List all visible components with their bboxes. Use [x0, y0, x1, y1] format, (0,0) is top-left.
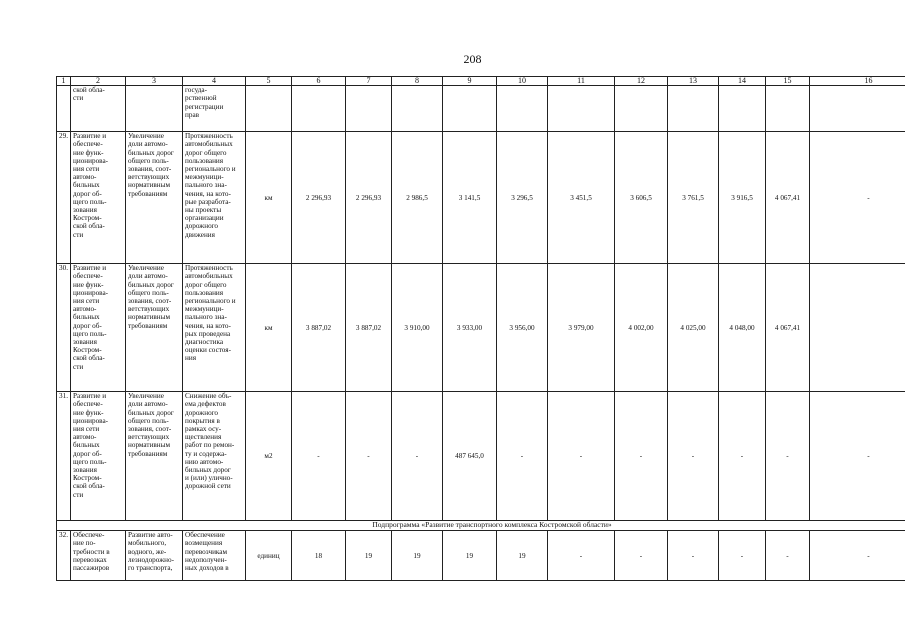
value-cell: - [810, 392, 905, 521]
value-cell: - [766, 392, 810, 521]
header-cell: 12 [615, 77, 668, 86]
header-cell: 7 [346, 77, 392, 86]
value-cell: 3 887,02 [346, 264, 392, 392]
table-row [57, 264, 905, 392]
goal-cell: ской обла- сти [71, 86, 126, 132]
value-cell: - [615, 531, 668, 581]
value-cell: 19 [497, 531, 548, 581]
value-cell: - [766, 531, 810, 581]
value-cell: 3 887,02 [292, 264, 346, 392]
value-cell: - [719, 392, 766, 521]
header-cell: 13 [668, 77, 719, 86]
task-cell: Увеличение доли автомо- бильных дорог общего поль- зования, соот- ветствующих нормативным требованиям [126, 132, 183, 264]
value-cell [766, 86, 810, 132]
indicator-cell: Обеспечение возмещения перевозчикам недополучен- ных доходов в [183, 531, 246, 581]
value-cell: 2 296,93 [292, 132, 346, 264]
indicators-table [56, 76, 905, 581]
value-cell: 2 296,93 [346, 132, 392, 264]
value-cell [443, 86, 497, 132]
value-cell: 3 910,00 [392, 264, 443, 392]
unit-cell: м2 [246, 392, 292, 521]
column-number-header-row [57, 77, 905, 86]
task-cell: Увеличение доли автомо- бильных дорог общего поль- зования, соот- ветствующих нормативным требованиям [126, 264, 183, 392]
goal-cell: Развитие и обеспече- ние функ- ционирова- ния сети автомо- бильных дорог об- щего поль- зования Костром- ской обла- сти [71, 264, 126, 392]
value-cell: 19 [392, 531, 443, 581]
value-cell: 3 956,00 [497, 264, 548, 392]
page-number: 208 [463, 52, 482, 66]
indicator-cell: госуда- рственной регистрации прав [183, 86, 246, 132]
value-cell [615, 86, 668, 132]
value-cell: 3 761,5 [668, 132, 719, 264]
value-cell: 4 002,00 [615, 264, 668, 392]
table-row [57, 132, 905, 264]
value-cell [810, 86, 905, 132]
subprogram-title: Подпрограмма «Развитие транспортного комплекса Костромской области» [57, 521, 905, 531]
header-cell: 5 [246, 77, 292, 86]
value-cell: 19 [443, 531, 497, 581]
value-cell [719, 86, 766, 132]
header-cell: 8 [392, 77, 443, 86]
header-cell: 6 [292, 77, 346, 86]
value-cell: 2 986,5 [392, 132, 443, 264]
value-cell [668, 86, 719, 132]
header-cell: 3 [126, 77, 183, 86]
goal-cell: Развитие и обеспече- ние функ- ционирова- ния сети автомо- бильных дорог об- щего поль- зования Костром- ской обла- сти [71, 132, 126, 264]
row-number-cell: 31. [57, 392, 71, 521]
value-cell: - [810, 531, 905, 581]
unit-cell [246, 86, 292, 132]
value-cell: 4 048,00 [719, 264, 766, 392]
value-cell: 19 [346, 531, 392, 581]
value-cell: 3 606,5 [615, 132, 668, 264]
value-cell: - [615, 392, 668, 521]
value-cell: 3 296,5 [497, 132, 548, 264]
header-cell: 2 [71, 77, 126, 86]
value-cell: - [292, 392, 346, 521]
value-cell: 487 645,0 [443, 392, 497, 521]
value-cell: - [668, 531, 719, 581]
value-cell [346, 86, 392, 132]
indicator-cell: Протяженность автомобильных дорог общего пользования регионального и межмуници- пального зна- чения, на кото- рые разработа- ны проекты организации дорожного движения [183, 132, 246, 264]
value-cell [392, 86, 443, 132]
value-cell [292, 86, 346, 132]
value-cell: 3 916,5 [719, 132, 766, 264]
header-cell: 10 [497, 77, 548, 86]
value-cell: 4 067,41 [766, 264, 810, 392]
table-body [57, 77, 905, 581]
value-cell [497, 86, 548, 132]
row-number-cell [57, 86, 71, 132]
value-cell: - [548, 392, 615, 521]
task-cell [126, 86, 183, 132]
table-row [57, 86, 905, 132]
value-cell: 4 025,00 [668, 264, 719, 392]
indicator-cell: Протяженность автомобильных дорог общего пользования регионального и межмуници- пального зна- чения, на кото- рых проведена диагностика оценки состоя- ния [183, 264, 246, 392]
task-cell: Развитие авто- мобильного, водного, же- лезнодорожно- го транспорта, [126, 531, 183, 581]
unit-cell: км [246, 264, 292, 392]
unit-cell: единиц [246, 531, 292, 581]
value-cell [810, 264, 905, 392]
task-cell: Увеличение доли автомо- бильных дорог общего поль- зования, соот- ветствующих нормативным требованиям [126, 392, 183, 521]
value-cell: - [346, 392, 392, 521]
row-number-cell: 30. [57, 264, 71, 392]
value-cell: - [548, 531, 615, 581]
value-cell: 3 933,00 [443, 264, 497, 392]
value-cell: - [668, 392, 719, 521]
header-cell: 11 [548, 77, 615, 86]
value-cell: 4 067,41 [766, 132, 810, 264]
value-cell: - [719, 531, 766, 581]
goal-cell: Обеспече- ние по- требности в перевозках пассажиров [71, 531, 126, 581]
header-cell: 15 [766, 77, 810, 86]
subprogram-row [57, 521, 905, 531]
value-cell: 18 [292, 531, 346, 581]
table-row [57, 392, 905, 521]
value-cell [548, 86, 615, 132]
header-cell: 16 [810, 77, 905, 86]
value-cell: - [497, 392, 548, 521]
header-cell: 9 [443, 77, 497, 86]
row-number-cell: 32. [57, 531, 71, 581]
table-row [57, 531, 905, 581]
header-cell: 4 [183, 77, 246, 86]
row-number-cell: 29. [57, 132, 71, 264]
value-cell: 3 141,5 [443, 132, 497, 264]
unit-cell: км [246, 132, 292, 264]
indicator-cell: Снижение объ- ема дефектов дорожного покрытия в рамках осу- ществления работ по ремон- ту и содержа- нию автомо- бильных дорог и (или) улично- дорожной сети [183, 392, 246, 521]
header-cell: 1 [57, 77, 71, 86]
value-cell: - [392, 392, 443, 521]
value-cell: 3 979,00 [548, 264, 615, 392]
value-cell: 3 451,5 [548, 132, 615, 264]
goal-cell: Развитие и обеспече- ние функ- ционирова- ния сети автомо- бильных дорог об- щего поль- зования Костром- ской обла- сти [71, 392, 126, 521]
value-cell: - [810, 132, 905, 264]
header-cell: 14 [719, 77, 766, 86]
